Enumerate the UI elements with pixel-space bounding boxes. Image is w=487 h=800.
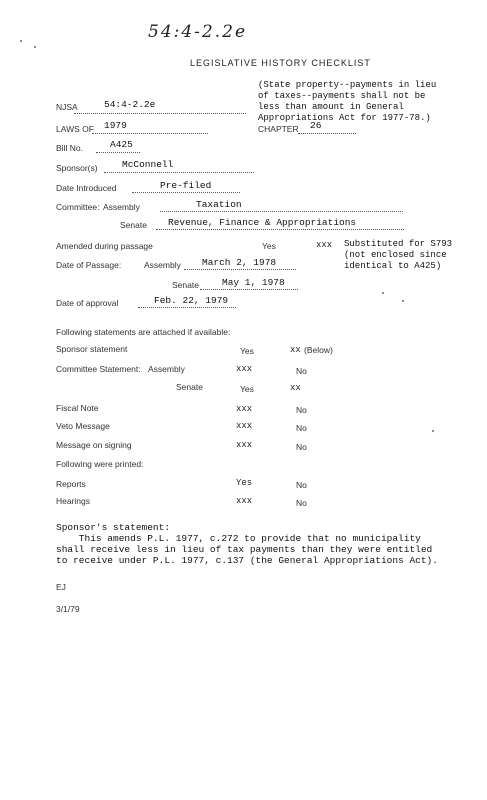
amended-label: Amended during passage — [56, 241, 153, 251]
njsa-value: 54:4-2.2e — [104, 99, 156, 110]
date-introduced-label: Date Introduced — [56, 183, 117, 193]
hearings-no: No — [296, 498, 307, 508]
committee-senate-label: Senate — [120, 220, 147, 230]
printed-intro: Following were printed: — [56, 459, 144, 469]
sponsor-label: Sponsor(s) — [56, 163, 98, 173]
sponsor-statement-heading: Sponsor's statement: — [56, 522, 171, 533]
date-introduced-underline — [132, 192, 240, 193]
committee-assembly-value: Taxation — [196, 199, 242, 210]
committee-senate-underline — [156, 229, 404, 230]
committee-statement-label: Committee Statement: — [56, 364, 141, 374]
sponsor-underline — [104, 172, 254, 173]
laws-of-value: 1979 — [104, 120, 127, 131]
approval-underline — [138, 307, 236, 308]
committee-statement-senate-label: Senate — [176, 382, 203, 392]
sponsor-statement-line: shall receive less in lieu of tax payments than they were entitled — [56, 544, 433, 555]
committee-assembly-underline — [160, 211, 403, 212]
veto-message-label: Veto Message — [56, 421, 110, 431]
fiscal-note-label: Fiscal Note — [56, 403, 99, 413]
reports-label: Reports — [56, 479, 86, 489]
note-line: Appropriations Act for 1977-78.) — [258, 113, 431, 123]
note-line: less than amount in General — [258, 102, 404, 112]
page-title: LEGISLATIVE HISTORY CHECKLIST — [190, 58, 371, 68]
sponsor-value: McConnell — [122, 159, 174, 170]
scan-speck — [402, 300, 404, 302]
passage-label: Date of Passage: — [56, 260, 122, 270]
substituted-note — [344, 239, 452, 272]
hearings-label: Hearings — [56, 496, 91, 506]
approval-label: Date of approval — [56, 298, 119, 308]
sponsor-statement-no-crossed: xx — [290, 345, 301, 355]
fiscal-note-no: No — [296, 405, 307, 415]
chapter-underline — [298, 133, 356, 134]
approval-value: Feb. 22, 1979 — [154, 295, 229, 306]
message-on-signing-yes-crossed: xxx — [236, 440, 253, 450]
bill-description-note — [258, 80, 436, 124]
sponsor-statement-line: This amends P.L. 1977, c.272 to provide that no municipality — [56, 533, 421, 544]
passage-senate-label: Senate — [172, 280, 199, 290]
substituted-line: identical to A425) — [344, 261, 442, 271]
chapter-value: 26 — [310, 120, 322, 131]
date-introduced-value: Pre-filed — [160, 180, 212, 191]
sponsor-statement-extra: (Below) — [304, 345, 333, 355]
footer-date: 3/1/79 — [56, 604, 80, 614]
passage-assembly-underline — [184, 269, 296, 270]
njsa-label: NJSA — [56, 102, 78, 112]
committee-statement-assembly-label: Assembly — [148, 364, 185, 374]
committee-assembly-label: Assembly — [103, 202, 140, 212]
footer-initials: EJ — [56, 582, 66, 592]
passage-senate-value: May 1, 1978 — [222, 277, 285, 288]
bill-number-underline — [96, 152, 140, 153]
committee-assembly-no: No — [296, 366, 307, 376]
substituted-line: Substituted for S793 — [344, 239, 453, 249]
committee-senate-no-crossed: xx — [290, 383, 301, 393]
sponsor-statement-body — [56, 533, 438, 566]
statements-intro: Following statements are attached if available: — [56, 327, 231, 337]
passage-assembly-value: March 2, 1978 — [202, 257, 277, 268]
note-line: of taxes--payments shall not be — [258, 91, 426, 101]
note-line: (State property--payments in lieu — [258, 80, 437, 90]
sponsor-statement-label: Sponsor statement — [56, 344, 128, 354]
substituted-line: (not enclosed since — [344, 250, 447, 260]
scan-speck — [432, 430, 434, 432]
committee-label: Committee: — [56, 202, 100, 212]
bill-number-label: Bill No. — [56, 143, 83, 153]
fiscal-note-yes-crossed: xxx — [236, 404, 253, 414]
committee-senate-yes: Yes — [240, 384, 254, 394]
message-on-signing-label: Message on signing — [56, 440, 132, 450]
njsa-underline — [74, 113, 246, 114]
veto-message-yes-crossed: xxx — [236, 421, 253, 431]
hearings-yes-crossed: xxx — [236, 496, 253, 506]
laws-of-underline — [92, 133, 208, 134]
committee-assembly-yes-crossed: xxx — [236, 364, 253, 374]
bill-number-value: A425 — [110, 139, 133, 150]
laws-of-label: LAWS OF — [56, 124, 94, 134]
passage-senate-underline — [200, 289, 298, 290]
handwritten-number: 54:4-2.2e — [148, 22, 248, 42]
scan-speck — [34, 46, 36, 48]
chapter-label: CHAPTER — [258, 124, 299, 134]
amended-yes: Yes — [262, 241, 276, 251]
reports-yes-crossed: Yes — [236, 478, 253, 488]
scan-speck — [382, 292, 384, 294]
message-on-signing-no: No — [296, 442, 307, 452]
scan-speck — [20, 40, 22, 42]
sponsor-statement-yes: Yes — [240, 346, 254, 356]
amended-no-crossed: xxx — [316, 240, 333, 250]
reports-no: No — [296, 480, 307, 490]
passage-assembly-label: Assembly — [144, 260, 181, 270]
sponsor-statement-line: to receive under P.L. 1977, c.137 (the General Appropriations Act). — [56, 555, 438, 566]
committee-senate-value: Revenue, Finance & Appropriations — [168, 217, 357, 228]
veto-message-no: No — [296, 423, 307, 433]
